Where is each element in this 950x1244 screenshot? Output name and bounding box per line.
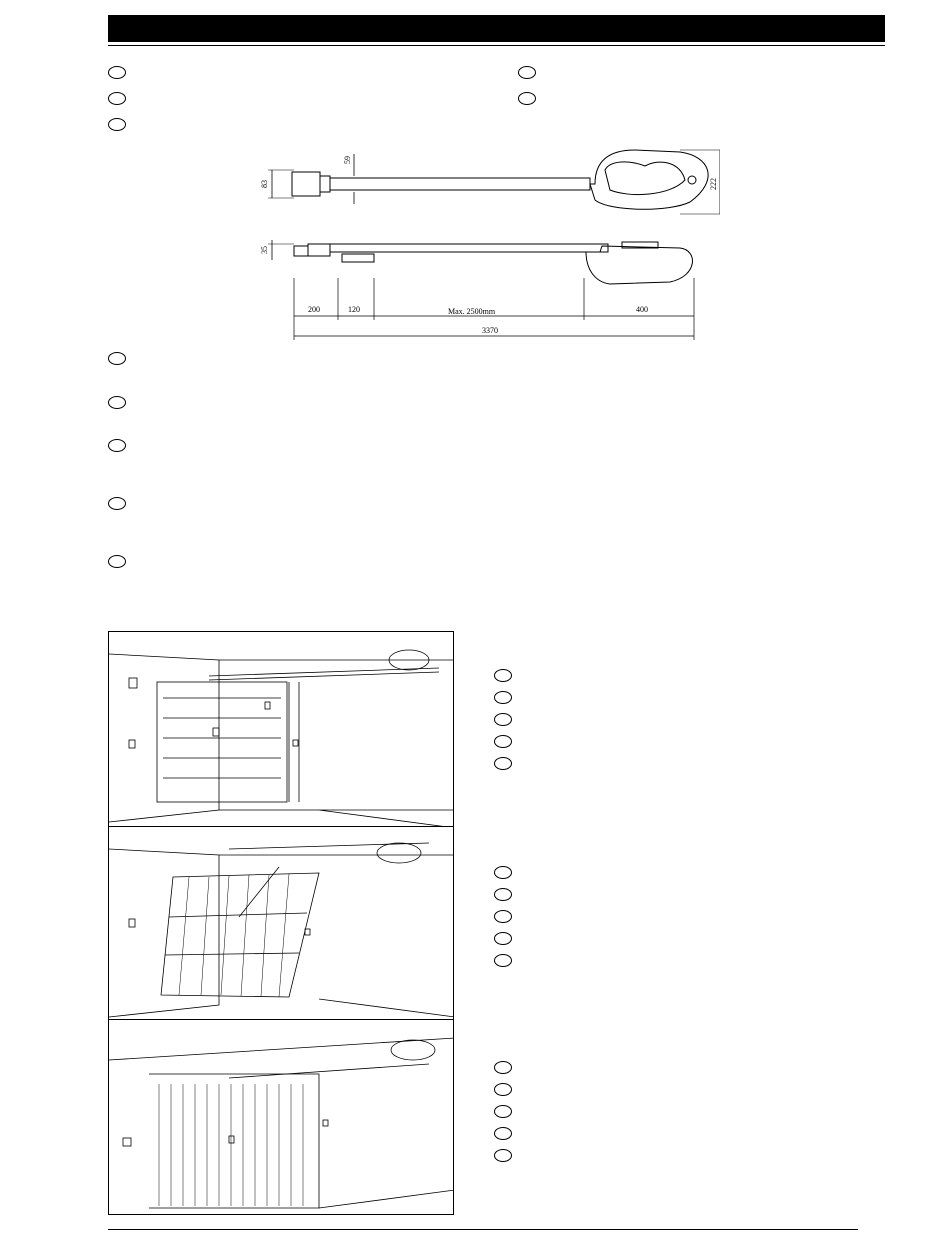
- header-bar: [108, 15, 885, 42]
- language-flag-icon: [494, 1105, 512, 1118]
- language-flag-icon: [494, 669, 512, 682]
- dim-label-rail-offset: 59: [343, 156, 352, 164]
- language-flag-icon: [518, 92, 536, 105]
- language-flag-icon: [108, 497, 126, 510]
- language-flag-icon: [494, 1083, 512, 1096]
- language-flag-icon: [494, 1127, 512, 1140]
- dimension-diagram: [250, 140, 720, 355]
- illustration-sectional-door: [108, 631, 454, 827]
- language-flag-icon: [494, 888, 512, 901]
- language-flag-icon: [494, 954, 512, 967]
- dim-label-200: 200: [308, 305, 320, 314]
- illustration-up-and-over-door: [108, 826, 454, 1020]
- language-flag-icon: [108, 92, 126, 105]
- language-flag-icon: [494, 932, 512, 945]
- language-flag-icon: [494, 713, 512, 726]
- footer-rule: [108, 1229, 858, 1230]
- dim-label-total: 3370: [482, 326, 498, 335]
- language-flag-icon: [108, 118, 126, 131]
- language-flag-icon: [494, 691, 512, 704]
- language-flag-icon: [108, 396, 126, 409]
- rail-side-view: [294, 242, 692, 284]
- illustration-tilting-door: [108, 1019, 454, 1215]
- language-flag-icon: [494, 1061, 512, 1074]
- language-flag-icon: [108, 555, 126, 568]
- dim-label-120: 120: [348, 305, 360, 314]
- language-flag-icon: [494, 757, 512, 770]
- language-flag-icon: [494, 735, 512, 748]
- header-rule: [108, 45, 885, 46]
- dim-label-400: 400: [636, 305, 648, 314]
- language-flag-icon: [108, 439, 126, 452]
- dim-label-rail-end: 83: [260, 180, 269, 188]
- language-flag-icon: [494, 866, 512, 879]
- dim-label-max-2500: Max. 2500mm: [448, 307, 496, 316]
- language-flag-icon: [518, 66, 536, 79]
- language-flag-icon: [108, 352, 126, 365]
- dim-label-side: 35: [260, 246, 269, 254]
- language-flag-icon: [108, 66, 126, 79]
- rail-top-view: [292, 150, 708, 209]
- dim-label-motor-height: 222: [709, 178, 718, 190]
- language-flag-icon: [494, 1149, 512, 1162]
- language-flag-icon: [494, 910, 512, 923]
